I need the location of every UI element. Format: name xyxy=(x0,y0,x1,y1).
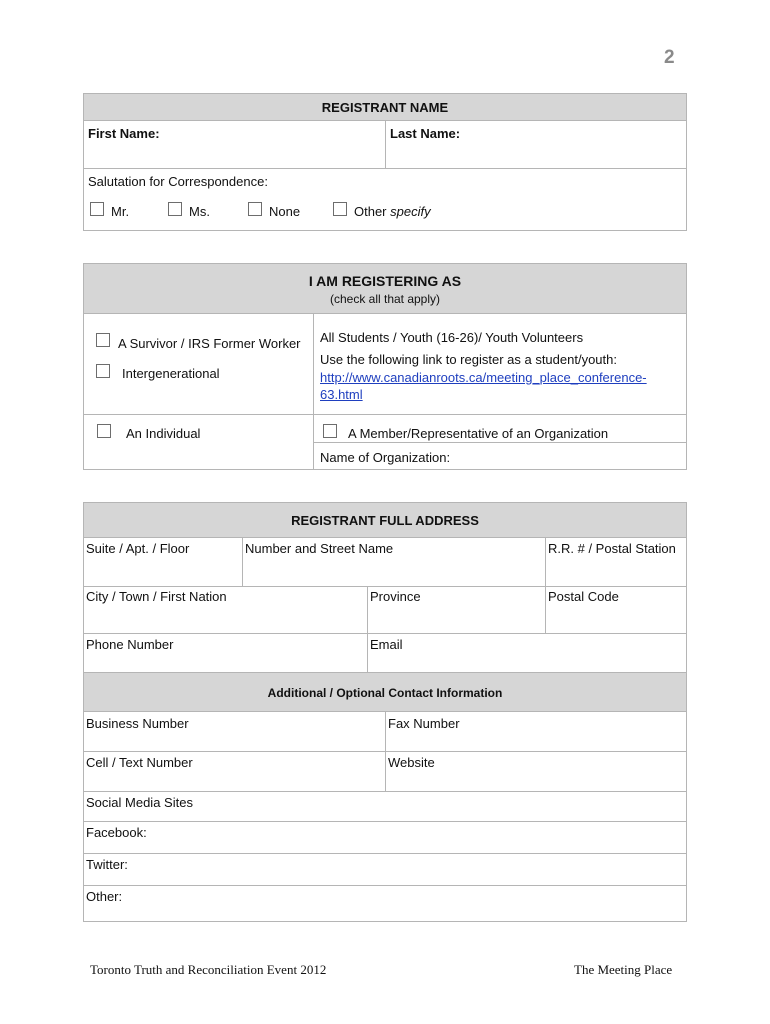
suite-label: Suite / Apt. / Floor xyxy=(86,541,190,556)
social-media-label: Social Media Sites xyxy=(86,795,193,810)
member-checkbox[interactable] xyxy=(323,424,337,438)
footer-event-title: Toronto Truth and Reconciliation Event 2012 xyxy=(90,962,327,977)
street-label: Number and Street Name xyxy=(245,541,394,556)
cell-label: Cell / Text Number xyxy=(86,755,193,770)
rr-field[interactable] xyxy=(546,556,686,585)
salutation-other-text: Other xyxy=(354,204,387,219)
student-registration-link-cont[interactable]: 63.html xyxy=(320,387,363,402)
salutation-none-checkbox[interactable] xyxy=(248,202,262,216)
facebook-label: Facebook: xyxy=(86,825,147,840)
province-field[interactable] xyxy=(368,604,544,632)
last-name-field[interactable] xyxy=(386,122,686,167)
additional-contact-header xyxy=(83,672,687,712)
registrant-name-title: REGISTRANT NAME xyxy=(321,100,449,115)
salutation-other-checkbox[interactable] xyxy=(333,202,347,216)
address-header xyxy=(83,502,687,538)
postal-field[interactable] xyxy=(546,604,686,632)
first-name-field[interactable] xyxy=(84,122,384,167)
salutation-label: Salutation for Correspondence: xyxy=(88,174,268,189)
intergenerational-label: Intergenerational xyxy=(122,366,220,381)
individual-checkbox[interactable] xyxy=(97,424,111,438)
email-field[interactable] xyxy=(368,652,686,671)
salutation-mr-label: Mr. xyxy=(111,204,130,219)
students-text: All Students / Youth (16-26)/ Youth Volunteers xyxy=(320,330,584,345)
other-social-field[interactable] xyxy=(160,886,686,921)
salutation-other-label xyxy=(354,204,431,219)
intergenerational-checkbox[interactable] xyxy=(96,364,110,378)
email-label: Email xyxy=(370,637,403,652)
website-field[interactable] xyxy=(386,770,686,790)
salutation-mr-checkbox[interactable] xyxy=(90,202,104,216)
business-field[interactable] xyxy=(84,731,384,750)
member-label: A Member/Representative of an Organization xyxy=(348,426,609,441)
registering-as-header xyxy=(83,263,687,314)
first-name-label: First Name: xyxy=(88,126,160,141)
website-label: Website xyxy=(388,755,435,770)
address-title: REGISTRANT FULL ADDRESS xyxy=(291,513,479,528)
other-label: Other: xyxy=(86,889,123,904)
cell-field[interactable] xyxy=(84,770,384,790)
province-label: Province xyxy=(370,589,421,604)
rr-label: R.R. # / Postal Station xyxy=(548,541,676,556)
twitter-field[interactable] xyxy=(160,854,686,884)
individual-label: An Individual xyxy=(126,426,201,441)
street-field[interactable] xyxy=(243,556,544,585)
salutation-ms-label: Ms. xyxy=(189,204,210,219)
twitter-label: Twitter: xyxy=(86,857,128,872)
registrant-name-header xyxy=(83,93,687,121)
org-name-field[interactable] xyxy=(450,444,686,469)
registering-as-subtitle: (check all that apply) xyxy=(329,292,441,306)
salutation-none-label: None xyxy=(269,204,301,219)
org-name-label: Name of Organization: xyxy=(320,450,451,465)
suite-field[interactable] xyxy=(84,556,241,585)
last-name-label: Last Name: xyxy=(390,126,461,141)
facebook-field[interactable] xyxy=(160,822,686,852)
postal-label: Postal Code xyxy=(548,589,619,604)
survivor-checkbox[interactable] xyxy=(96,333,110,347)
survivor-label: A Survivor / IRS Former Worker xyxy=(118,336,301,351)
fax-label: Fax Number xyxy=(388,716,460,731)
phone-field[interactable] xyxy=(84,652,366,671)
salutation-other-specify: specify xyxy=(390,204,431,219)
page-number: 2 xyxy=(664,47,675,68)
student-link-intro: Use the following link to register as a student/youth: xyxy=(320,352,617,367)
city-field[interactable] xyxy=(84,604,366,632)
phone-label: Phone Number xyxy=(86,637,174,652)
salutation-ms-checkbox[interactable] xyxy=(168,202,182,216)
registering-as-title: I AM REGISTERING AS xyxy=(308,273,462,289)
fax-field[interactable] xyxy=(386,731,686,750)
additional-contact-title: Additional / Optional Contact Information xyxy=(267,686,503,700)
city-label: City / Town / First Nation xyxy=(86,589,227,604)
business-label: Business Number xyxy=(86,716,189,731)
footer-organization: The Meeting Place xyxy=(574,962,673,977)
student-registration-link[interactable]: http://www.canadianroots.ca/meeting_place_conference- xyxy=(320,370,647,385)
